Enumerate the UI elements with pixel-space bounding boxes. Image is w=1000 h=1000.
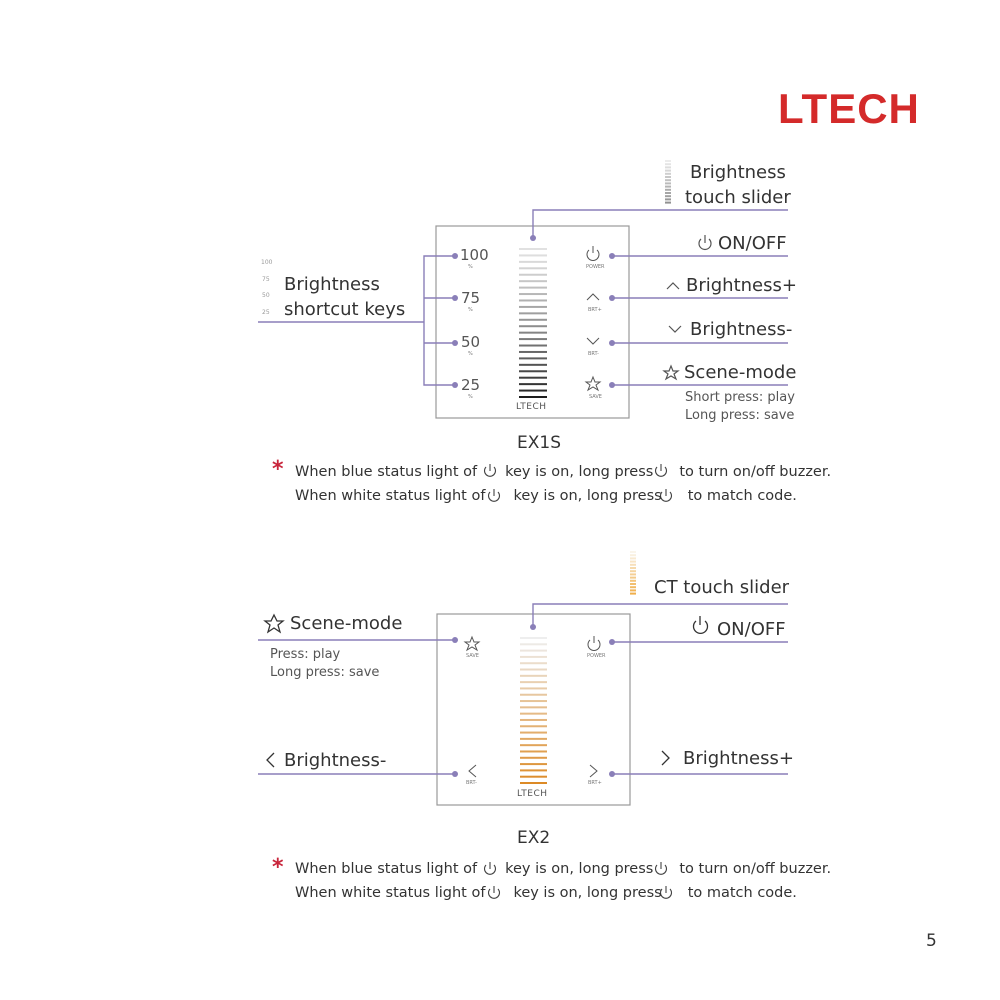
ex2-onoff-label: ON/OFF	[717, 619, 786, 640]
ct-slider-bar	[520, 694, 547, 696]
slider-bar	[519, 287, 547, 289]
ct-slider-bar	[520, 750, 547, 752]
svg-text:75: 75	[262, 276, 270, 283]
ex2-scene-mode-label: Scene-mode	[290, 613, 403, 634]
slider-bar	[519, 357, 547, 359]
ct-legend-bar	[630, 554, 636, 556]
ex1s-brightness-plus-label: Brightness+	[686, 275, 797, 296]
key-50-unit: %	[468, 351, 473, 357]
ct-legend-bar	[630, 567, 636, 569]
ex2-save-tag: SAVE	[466, 653, 479, 659]
ct-slider-bar	[520, 738, 547, 740]
key-50: 50	[461, 333, 481, 351]
ex2-brightness-minus-label: Brightness-	[284, 750, 387, 771]
ct-legend-bar	[630, 593, 636, 595]
ct-slider-bar	[520, 769, 547, 771]
ex2-scene-notes	[270, 646, 379, 682]
slider-bar	[519, 345, 547, 347]
shortcut-mini-100: 100	[261, 259, 273, 266]
ex1s-note-2: When white status light of key is on, long press to match code.	[295, 488, 797, 504]
ct-slider-bar	[520, 782, 547, 784]
legend-bar	[665, 179, 671, 181]
slider-bar	[519, 267, 547, 269]
slider-bar	[519, 383, 547, 385]
ex2-brand: LTECH	[517, 789, 548, 799]
slider-bar	[519, 261, 547, 263]
ex1s-slider-label	[685, 160, 791, 210]
ex1s-brightness-minus-label: Brightness-	[690, 319, 793, 340]
ex1s-scene-mode-label: Scene-mode	[684, 362, 797, 383]
slider-bar	[519, 351, 547, 353]
ct-legend-bar	[630, 557, 636, 559]
ex1s-onoff-label: ON/OFF	[718, 233, 787, 254]
key-75-unit: %	[468, 307, 473, 313]
ct-slider-bar	[520, 662, 547, 664]
ct-slider-bar	[520, 675, 547, 677]
ltech-logo: LTECH	[778, 85, 920, 132]
ct-legend-bar	[630, 573, 636, 575]
ct-slider-bar	[520, 700, 547, 702]
ex2-asterisk: *	[272, 855, 284, 880]
slider-bar	[519, 377, 547, 379]
slider-bar	[519, 299, 547, 301]
legend-bar	[665, 160, 671, 162]
ct-legend-bar	[630, 577, 636, 579]
ct-slider-bar	[520, 706, 547, 708]
chevron-up-label-icon	[667, 283, 679, 289]
ct-slider-bar	[520, 643, 547, 645]
ex1s-scene-notes	[685, 389, 795, 425]
legend-bar	[665, 163, 671, 165]
key-25: 25	[461, 376, 481, 394]
legend-bar	[665, 195, 671, 197]
slider-bar	[519, 319, 547, 321]
scene-note-short: Short press: play	[685, 390, 795, 405]
ct-legend-bar	[630, 561, 636, 563]
ct-slider-bar	[520, 656, 547, 658]
slider-bar	[519, 338, 547, 340]
ct-slider-bar	[520, 687, 547, 689]
ex1s-model: EX1S	[517, 433, 561, 453]
legend-bar	[665, 182, 671, 184]
svg-text:25: 25	[262, 309, 270, 316]
ex2-scene-note-play: Press: play	[270, 647, 341, 662]
ct-slider-bar	[520, 744, 547, 746]
slider-bar	[519, 312, 547, 314]
legend-bar	[665, 170, 671, 172]
ct-slider-bar	[520, 681, 547, 683]
ct-legend-bar	[630, 564, 636, 566]
slider-bar	[519, 332, 547, 334]
shortcut-label-line1: Brightness	[284, 274, 380, 295]
slider-bar	[519, 364, 547, 366]
ct-slider-bar	[520, 725, 547, 727]
slider-bar	[519, 254, 547, 256]
shortcut-mini-icon	[261, 259, 273, 316]
ex2-brt-minus-tag: BRT-	[466, 780, 477, 786]
ct-slider-bar	[520, 669, 547, 671]
slider-label-line1: Brightness	[690, 162, 786, 183]
scene-note-long: Long press: save	[685, 408, 795, 423]
save-tag: SAVE	[589, 394, 602, 400]
legend-bar	[665, 189, 671, 191]
ex2-brt-plus-tag: BRT+	[588, 780, 602, 786]
ex2-star-label-icon	[265, 615, 283, 632]
slider-bar	[519, 390, 547, 392]
legend-bar	[665, 173, 671, 175]
slider-bar	[519, 293, 547, 295]
ex1s-note-1: When blue status light of key is on, long press to turn on/off buzzer.	[295, 464, 832, 480]
star-label-icon	[664, 366, 678, 379]
legend-bar	[665, 192, 671, 194]
ex1s-asterisk: *	[272, 457, 284, 482]
brt-minus-tag: BRT-	[588, 351, 599, 357]
ct-slider-bar	[520, 713, 547, 715]
ct-legend-bar	[630, 586, 636, 588]
slider-bar	[519, 306, 547, 308]
ex2-chevron-left-label-icon	[267, 753, 274, 767]
legend-bar	[665, 176, 671, 178]
ct-slider-bar	[520, 719, 547, 721]
ex1s-shortcut-label	[284, 272, 405, 322]
page-number: 5	[926, 931, 937, 951]
key-75: 75	[461, 289, 481, 307]
ex2-slider-label: CT touch slider	[654, 577, 790, 598]
power-label-icon	[699, 235, 711, 249]
ex2-power-label-icon	[693, 616, 707, 633]
legend-bar	[665, 166, 671, 168]
power-tag: POWER	[586, 264, 605, 270]
slider-bar	[519, 396, 547, 398]
ct-slider-bar	[520, 637, 547, 639]
slider-bar	[519, 370, 547, 372]
slider-label-line2: touch slider	[685, 187, 791, 208]
ct-legend-bar	[630, 589, 636, 591]
key-100: 100	[460, 246, 489, 264]
brt-plus-tag: BRT+	[588, 307, 602, 313]
ct-slider-bar	[520, 757, 547, 759]
slider-bar	[519, 325, 547, 327]
ct-slider-bar	[520, 776, 547, 778]
ct-slider-bar	[520, 732, 547, 734]
slider-bar	[519, 248, 547, 250]
ex2-note-1: When blue status light of key is on, long press to turn on/off buzzer.	[295, 861, 832, 877]
ex2-notes	[295, 857, 831, 905]
ex2-scene-note-save: Long press: save	[270, 665, 380, 680]
slider-bar	[519, 280, 547, 282]
slider-bar	[519, 274, 547, 276]
ex2-slider-legend	[630, 551, 636, 595]
legend-bar	[665, 198, 671, 200]
ex1s-brand: LTECH	[516, 402, 547, 412]
ex2-power-tag: POWER	[587, 653, 606, 659]
legend-bar	[665, 186, 671, 188]
ex1s-slider-legend	[665, 160, 671, 204]
shortcut-label-line2: shortcut keys	[284, 299, 406, 320]
ct-legend-bar	[630, 580, 636, 582]
key-25-unit: %	[468, 394, 473, 400]
key-100-unit: %	[468, 264, 473, 270]
ex1s-notes	[295, 460, 831, 508]
ct-legend-bar	[630, 583, 636, 585]
ex2-note-2: When white status light of key is on, long press to match code.	[295, 885, 797, 901]
ex2-chevron-right-label-icon	[662, 751, 669, 765]
svg-text:50: 50	[262, 292, 270, 299]
ex2-model: EX2	[517, 828, 551, 848]
ct-slider-bar	[520, 763, 547, 765]
ct-slider-bar	[520, 650, 547, 652]
ct-legend-bar	[630, 570, 636, 572]
ct-legend-bar	[630, 551, 636, 553]
ex2-brightness-plus-label: Brightness+	[683, 748, 794, 769]
chevron-down-label-icon	[669, 326, 681, 332]
legend-bar	[665, 202, 671, 204]
